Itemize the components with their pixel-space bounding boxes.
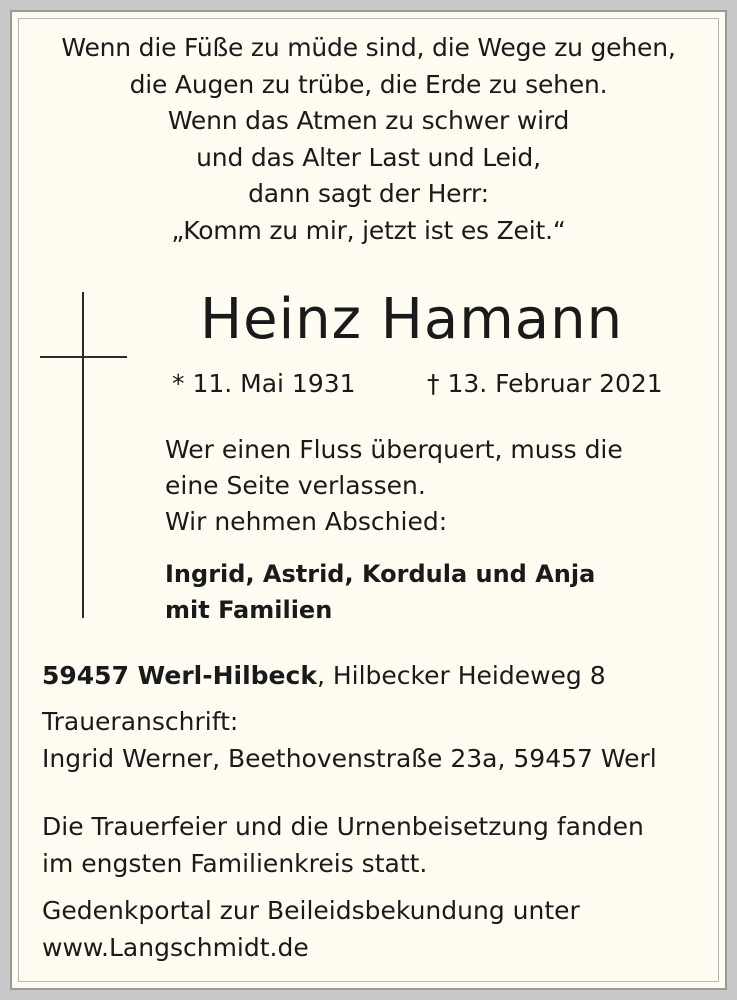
birth-date: * 11. Mai 1931 [172, 369, 356, 398]
verse-line: eine Seite verlassen. [165, 471, 426, 500]
ceremony-line: im engsten Familienkreis statt. [42, 848, 428, 878]
portal-line: Gedenkportal zur Beileidsbekundung unter [42, 896, 580, 925]
address-city: 59457 Werl-Hilbeck [42, 661, 317, 690]
memorial-portal [42, 893, 580, 966]
poem-line: dann sagt der Herr: [248, 179, 489, 208]
poem [0, 30, 737, 249]
home-address [42, 658, 606, 695]
cross-icon-horizontal [40, 356, 127, 358]
mourning-address-label: Traueranschrift: [42, 707, 239, 736]
verse-line: Wir nehmen Abschied: [165, 507, 448, 536]
deceased-name: Heinz Hamann [200, 287, 624, 352]
portal-link[interactable]: www.Langschmidt.de [42, 932, 309, 962]
poem-line: „Komm zu mir, jetzt ist es Zeit.“ [171, 215, 566, 245]
mourning-address-line: Ingrid Werner, Beethovenstraße 23a, 59457 Werl [42, 743, 657, 773]
poem-line: und das Alter Last und Leid, [196, 142, 541, 172]
verse-line: Wer einen Fluss überquert, muss die [165, 435, 623, 464]
family-line: Ingrid, Astrid, Kordula und Anja [165, 560, 596, 588]
farewell-verse [165, 432, 623, 540]
ceremony-line: Die Trauerfeier und die Urnenbeisetzung fanden [42, 812, 644, 841]
family-line: mit Familien [165, 596, 333, 624]
poem-line: Wenn die Füße zu müde sind, die Wege zu gehen, [61, 33, 676, 62]
poem-line: die Augen zu trübe, die Erde zu sehen. [129, 69, 608, 99]
poem-line: Wenn das Atmen zu schwer wird [167, 106, 570, 135]
ceremony-note [42, 809, 644, 882]
address-street: , Hilbecker Heideweg 8 [316, 661, 606, 690]
death-date: † 13. Februar 2021 [427, 369, 663, 398]
cross-icon-vertical [82, 292, 84, 618]
family-names [165, 556, 595, 628]
mourning-address [42, 704, 657, 777]
